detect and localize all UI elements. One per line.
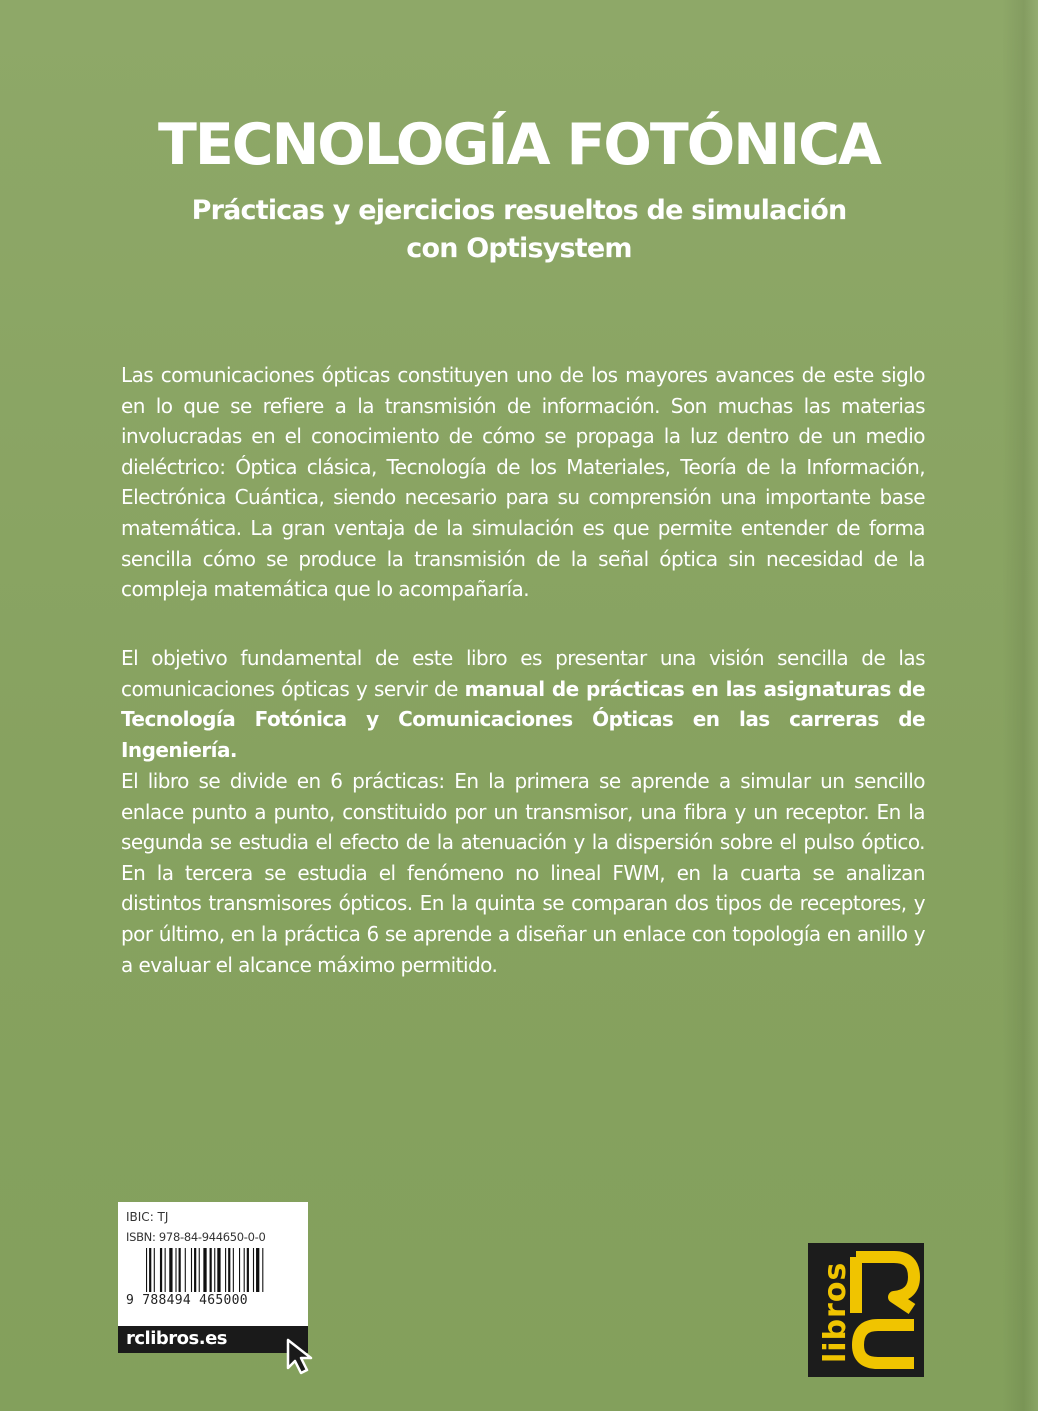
book-subtitle	[0, 192, 1038, 268]
logo-word: libros	[818, 1261, 853, 1363]
book-title: TECNOLOGÍA FOTÓNICA	[157, 112, 881, 178]
website-bar	[118, 1326, 308, 1353]
rc-logo-icon	[848, 1249, 922, 1371]
barcode-digits: 9 788494 465000	[126, 1293, 248, 1308]
description-paragraph-3: El libro se divide en 6 prácticas: En la primera se aprende a simular un sencillo enlace punto a punto, constituido por un transmisor, una fibra y un receptor. En la segunda se estudia el efecto de la atenuación y la dispersión sobre el pulso óptico. En la tercera se estudia el fenómeno no lineal FWM, en la cuarta se analizan distintos transmisores ópticos. En la quinta se comparan dos tipos de receptores, y por último, en la práctica 6 se aprende a diseñar un enlace con topología en anillo y a evaluar el alcance máximo permitido.	[121, 769, 925, 977]
isbn-number: ISBN: 978-84-944650-0-0	[126, 1230, 266, 1244]
barcode-bars	[146, 1248, 298, 1292]
cursor-arrow-icon	[284, 1338, 320, 1376]
paragraph-2-bold-text: manual de prácticas en las asignaturas de Tecnología Fotónica y Comunicaciones Ópticas en las carreras de Ingeniería.	[121, 676, 925, 762]
ibic-code: IBIC: TJ	[126, 1210, 169, 1224]
description-paragraph-1: Las comunicaciones ópticas constituyen uno de los mayores avances de este siglo en lo que se refiere a la transmisión de información. Son muchas las materias involucradas en el conocimiento de cómo se propaga la luz dentro de un medio dieléctrico: Óptica clásica, Tecnología de los Materiales, Teoría de la Información, Electrónica Cuántica, siendo necesario para su comprensión una importante base matemática. La gran ventaja de la simulación es que permite entender de forma sencilla cómo se produce la transmisión de la señal óptica sin necesidad de la compleja matemática que lo acompañaría.	[121, 363, 925, 602]
publisher-logo	[808, 1243, 924, 1377]
website-link[interactable]: rclibros.es	[126, 1328, 227, 1349]
description-paragraph-2	[121, 643, 925, 765]
barcode-panel	[118, 1202, 308, 1353]
subtitle-line-1: Prácticas y ejercicios resueltos de simulación	[191, 195, 847, 226]
paragraph-2-text: El objetivo fundamental de este libro es presentar una visión sencilla de las comunicaciones ópticas y servir de	[121, 646, 925, 701]
subtitle-line-2: con Optisystem	[406, 233, 632, 264]
